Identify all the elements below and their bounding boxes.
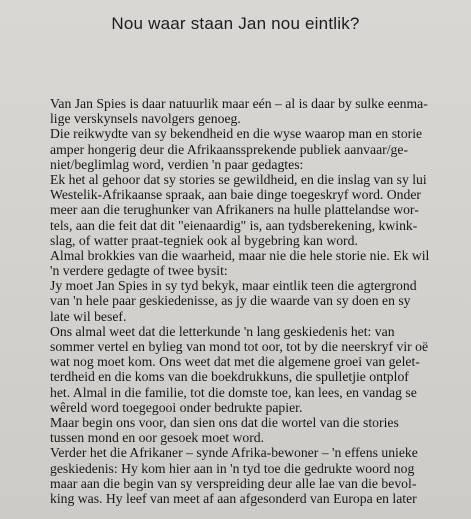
- text-line: terdheid en die koms van die boekdrukkuns, die spulletjie ontplof: [50, 369, 409, 385]
- text-line: slag, of watter praat-tegniek ook al bygebring kan word.: [50, 232, 358, 248]
- text-line: Die reikwydte van sy bekendheid en die wyse waarop man en storie: [50, 126, 423, 142]
- body-text: [50, 96, 470, 506]
- text-line: amper hongerig deur die Afrikaanssprekende publiek aanvaar/ge-: [50, 141, 409, 157]
- text-line: meer aan die terughunker van Afrikaners na hulle plattelandse wor-: [50, 202, 419, 218]
- text-line: sommer vertel en bylieg van mond tot oor, tot by die neerskryf vir oë: [50, 339, 429, 354]
- text-line: van 'n hele paar geskiedenisse, as jy die waarde van sy doen en sy: [50, 293, 411, 309]
- text-line: Verder het die Afrikaner – synde Afrika-bewoner – 'n effens unieke: [50, 445, 418, 461]
- text-line: late wil besef.: [50, 308, 127, 324]
- chapter-title: Nou waar staan Jan nou eintlik?: [111, 14, 360, 33]
- text-line: king was. Hy leef van meet af aan afgesonderd van Europa en later: [50, 490, 417, 506]
- text-line: niet/beglimlag word, verdien 'n paar gedagtes:: [50, 156, 304, 172]
- text-line: Van Jan Spies is daar natuurlik maar eén – al is daar by sulke eenma-: [50, 96, 428, 111]
- text-line: 'n verdere gedagte of twee bysit:: [50, 263, 228, 279]
- text-line: Ek het al gehoor dat sy stories se gewildheid, en die inslag van sy lui: [50, 171, 427, 187]
- text-line: Almal brokkies van die waarheid, maar nie die hele storie nie. Ek wil: [50, 247, 430, 263]
- text-line: tussen mond en oor gesoek moet word.: [50, 430, 265, 446]
- text-line: lige verskynsels navolgers genoeg.: [50, 111, 241, 127]
- text-line: wêreld word toegegooi onder bedrukte papier.: [50, 399, 303, 415]
- text-line: Westelik-Afrikaanse spraak, aan baie dinge toegeskryf word. Onder: [50, 187, 421, 203]
- text-line: wat nog moet kom. Ons weet dat met die algemene groei van gelet-: [50, 354, 420, 370]
- text-line: tels, aan die feit dat dit "eienaardig" is, aan tydsberekening, kwink-: [50, 217, 418, 233]
- text-line: Maar begin ons voor, dan sien ons dat die wortel van die stories: [50, 414, 399, 430]
- text-line: geskiedenis: Hy kom hier aan in 'n tyd toe die gedrukte woord nog: [50, 460, 415, 476]
- text-line: Ons almal weet dat die letterkunde 'n lang geskiedenis het: van: [50, 323, 395, 339]
- text-line: maar aan die begin van sy verspreiding deur alle lae van die bevol-: [50, 475, 417, 491]
- text-line: het. Almal in die familie, tot die domste toe, kan lees, en vandag se: [50, 384, 417, 400]
- text-line: Jy moet Jan Spies in sy tyd bekyk, maar eintlik teen die agtergrond: [50, 278, 417, 294]
